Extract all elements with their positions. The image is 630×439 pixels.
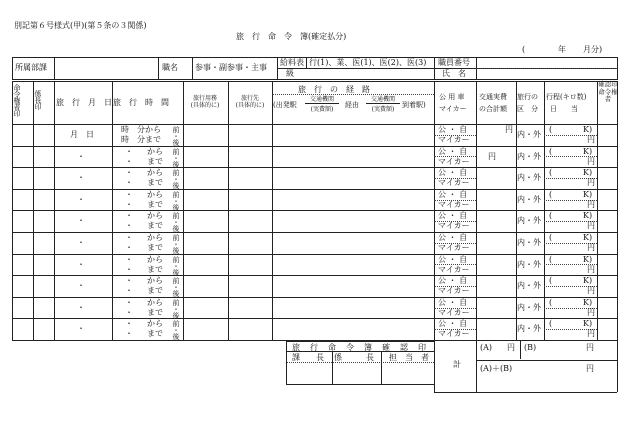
row-time-dot: ・: [125, 319, 133, 328]
grid-line: [183, 81, 184, 340]
row-from: から: [147, 190, 163, 199]
row-vehicle-1: 公 ・ 自: [438, 147, 468, 156]
grid-line: [12, 210, 618, 211]
row-to: まで: [147, 200, 163, 209]
row-in-out: 内・外: [517, 303, 541, 312]
row-km: K): [583, 211, 593, 220]
col-route-via: 経由: [345, 101, 359, 109]
grid-line: [12, 189, 618, 190]
grid-line: [544, 81, 545, 340]
row-paren: (: [549, 233, 553, 242]
row-in-out: 内・外: [517, 238, 541, 247]
row-from: から: [147, 168, 163, 177]
grid-line: [286, 341, 287, 384]
grid-line: [516, 81, 517, 340]
department-label: 所属部課: [15, 63, 47, 72]
col-purpose-label: 旅行用務: [192, 95, 217, 102]
row-vehicle-1: 公 ・ 自: [438, 125, 468, 134]
confirm-staff: 係 長: [334, 353, 374, 362]
grid-line: [12, 275, 618, 276]
row-am-pm: 前・後: [172, 148, 180, 168]
row-vehicle-2: マイカー: [438, 200, 470, 209]
grid-line: [12, 81, 618, 82]
row-vehicle-2: マイカー: [438, 329, 470, 338]
row-paren: (: [549, 255, 553, 264]
row-am-pm: 前・後: [172, 234, 180, 254]
col-itinerary-2: 日 当: [550, 105, 578, 113]
col-route-from: (出発駅: [273, 101, 297, 109]
col-orderer-seal: 命令権者印: [13, 84, 21, 117]
row-time-dot: ・: [125, 233, 133, 242]
col-confirm-seal: [597, 81, 619, 104]
col-vehicle: [439, 93, 467, 113]
grid-line: [228, 81, 229, 340]
col-destination: [228, 95, 272, 109]
row-time-dot: ・: [125, 157, 133, 166]
row-in-out: 内・外: [517, 173, 541, 182]
row-vehicle-1: 公 ・ 自: [438, 276, 468, 285]
row-paren: (: [549, 190, 553, 199]
grid-line: [12, 254, 618, 255]
confirm-person: 担 当 者: [389, 353, 429, 362]
total-label: 計: [453, 360, 461, 369]
grid-line: [332, 351, 333, 384]
row-to: まで: [147, 178, 163, 187]
row-in-out: 内・外: [517, 324, 541, 333]
a-yen: 円: [507, 343, 515, 352]
row-to: まで: [147, 221, 163, 230]
row-from: から: [147, 298, 163, 307]
row-vehicle-2: マイカー: [438, 135, 470, 144]
route-actual-label: (実費額): [310, 106, 334, 113]
row-date-dot: ・: [77, 173, 85, 182]
row-am-pm: 前・後: [172, 126, 180, 146]
confirm-chief: 課 長: [292, 353, 324, 362]
ab-yen: 円: [586, 364, 594, 373]
grid-line: [12, 167, 618, 168]
row-am-pm: 前・後: [172, 299, 180, 319]
row-date-dot: ・: [77, 281, 85, 290]
row-km: K): [583, 147, 593, 156]
row-to: まで: [147, 308, 163, 317]
row-date-dot: ・: [77, 216, 85, 225]
row-time-dot: ・: [125, 298, 133, 307]
row-am-pm: 前・後: [172, 191, 180, 211]
route-transport-label: 交通機関: [305, 96, 339, 104]
row-vehicle-1: 公 ・ 自: [438, 211, 468, 220]
row-km: K): [583, 276, 593, 285]
row-am-pm: 前・後: [172, 320, 180, 340]
col-route-transport-2: [364, 96, 402, 113]
col-itinerary: [546, 93, 586, 113]
period-year: 年: [558, 45, 566, 54]
row-paren: (: [549, 276, 553, 285]
row-paren: (: [549, 125, 553, 134]
row-daily-yen: 円: [587, 329, 595, 338]
row-to: まで: [147, 329, 163, 338]
row-vehicle-2: マイカー: [438, 157, 470, 166]
col-staff-seal: 係長印: [34, 90, 42, 110]
grid-line: [617, 340, 618, 392]
row-vehicle-2: マイカー: [438, 178, 470, 187]
row-time-dot: ・: [125, 178, 133, 187]
col-vehicle-2: マイカー: [439, 105, 467, 113]
form-title: [236, 32, 346, 42]
col-travel-date: 旅 行 月 日: [56, 98, 112, 107]
row-time-dot: ・: [125, 329, 133, 338]
col-vehicle-1: 公 用 車: [439, 93, 465, 101]
row-time-dot: ・: [125, 168, 133, 177]
row-time-dot: ・: [125, 190, 133, 199]
grid-line: [476, 81, 477, 340]
row-am-pm: 前・後: [172, 169, 180, 189]
row-km: K): [583, 125, 593, 134]
row-date-dot: ・: [77, 260, 85, 269]
row-time-dot: ・: [125, 147, 133, 156]
row-paren: (: [549, 298, 553, 307]
row-in-out: 内・外: [517, 195, 541, 204]
grid-line: [12, 318, 618, 319]
grid-line: [112, 81, 113, 340]
row-vehicle-2: マイカー: [438, 308, 470, 317]
row-vehicle-2: マイカー: [438, 265, 470, 274]
row-vehicle-1: 公 ・ 自: [438, 190, 468, 199]
row-in-out: 内・外: [517, 130, 541, 139]
row-daily-yen: 円: [587, 200, 595, 209]
row-to: まで: [147, 157, 163, 166]
row-vehicle-1: 公 ・ 自: [438, 255, 468, 264]
col-section-2: 区 分: [517, 105, 538, 113]
row-in-out: 内・外: [517, 260, 541, 269]
grid-line: [476, 360, 617, 361]
b-yen: 円: [586, 343, 594, 352]
row-km: K): [583, 168, 593, 177]
row-time-dot: ・: [125, 255, 133, 264]
row-am-pm: 前・後: [172, 277, 180, 297]
row-km: K): [583, 190, 593, 199]
row-to: まで: [147, 286, 163, 295]
row-vehicle-1: 公 ・ 自: [438, 233, 468, 242]
row-am-pm: 前・後: [172, 212, 180, 232]
row-am-pm: 前・後: [172, 256, 180, 276]
row-to: まで: [147, 265, 163, 274]
col-route-title: 旅 行 の 経 路: [298, 85, 370, 94]
form-number: 別記第６号様式(甲)(第５条の３関係): [14, 21, 147, 30]
row-vehicle-1: 公 ・ 自: [438, 168, 468, 177]
row-time-from: 時 分から: [121, 125, 161, 134]
row-km: K): [583, 255, 593, 264]
row-vehicle-2: マイカー: [438, 221, 470, 230]
row-daily-yen: 円: [587, 308, 595, 317]
b-label: (B): [524, 343, 537, 352]
grid-line: [434, 392, 617, 393]
grid-line: [520, 340, 521, 359]
row-km: K): [583, 298, 593, 307]
row-from: から: [147, 319, 163, 328]
row-paren: (: [549, 168, 553, 177]
row-time-dot: ・: [125, 308, 133, 317]
row-yen: 円: [488, 152, 496, 161]
row-to: まで: [147, 243, 163, 252]
row-yen: 円: [505, 125, 513, 134]
form-title-suffix: (確定払分): [308, 32, 347, 41]
col-travel-time: 旅 行 時 間: [113, 98, 169, 107]
row-from: から: [147, 276, 163, 285]
grid-line: [597, 81, 598, 340]
row-paren: (: [549, 147, 553, 156]
row-date-dot: ・: [77, 195, 85, 204]
row-from: から: [147, 211, 163, 220]
row-daily-yen: 円: [587, 135, 595, 144]
row-time-dot: ・: [125, 200, 133, 209]
grid-line: [434, 340, 435, 392]
row-vehicle-1: 公 ・ 自: [438, 319, 468, 328]
col-route-transport-1: [303, 96, 341, 113]
grade-label: 級: [286, 69, 294, 78]
row-daily-yen: 円: [587, 243, 595, 252]
period-open: (: [522, 45, 526, 54]
grid-line: [12, 232, 618, 233]
route-transport-label-2: 交通機関: [366, 96, 400, 104]
row-daily-yen: 円: [587, 157, 595, 166]
row-from: から: [147, 147, 163, 156]
col-actual-cost-1: 交通実費: [479, 93, 507, 101]
a-label: (A): [480, 343, 493, 352]
col-destination-note: (具体的に): [235, 102, 265, 109]
name-label: 氏 名: [442, 69, 466, 78]
row-date-dot: ・: [77, 238, 85, 247]
row-paren: (: [549, 211, 553, 220]
col-itinerary-1: 行程(キロ数): [546, 93, 587, 101]
salary-table-label: 給料表: [280, 58, 304, 67]
grid-line: [12, 297, 618, 298]
row-month-day: 月 日: [70, 130, 94, 139]
salary-table-value: 行(1)、業、医(1)、医(2)、医(3): [309, 58, 427, 67]
period-month: 月分): [583, 45, 603, 54]
row-vehicle-2: マイカー: [438, 243, 470, 252]
route-actual-label-2: (実費額): [371, 106, 395, 113]
row-in-out: 内・外: [517, 152, 541, 161]
col-route-to: 到着駅): [402, 101, 426, 109]
row-km: K): [583, 319, 593, 328]
employee-no-label: 職員番号: [438, 58, 470, 67]
row-daily-yen: 円: [587, 265, 595, 274]
row-time-dot: ・: [125, 211, 133, 220]
col-destination-label: 旅行先: [240, 95, 259, 102]
col-actual-cost-2: の合計額: [479, 105, 507, 113]
col-purpose-note: (具体的に): [190, 102, 220, 109]
grid-line: [272, 81, 273, 340]
grid-line: [617, 81, 618, 340]
row-time-to: 時 分まで: [121, 135, 161, 144]
row-date-dot: ・: [77, 303, 85, 312]
col-purpose: [183, 95, 227, 109]
grid-line: [12, 146, 618, 147]
row-daily-yen: 円: [587, 178, 595, 187]
grid-line: [286, 384, 434, 385]
row-from: から: [147, 233, 163, 242]
row-from: から: [147, 255, 163, 264]
grid-line: [286, 341, 434, 342]
row-time-dot: ・: [125, 265, 133, 274]
col-section: [517, 93, 538, 113]
col-section-1: 旅行の: [517, 93, 538, 101]
row-time-dot: ・: [125, 221, 133, 230]
row-daily-yen: 円: [587, 286, 595, 295]
row-km: K): [583, 233, 593, 242]
row-time-dot: ・: [125, 286, 133, 295]
row-date-dot: ・: [77, 324, 85, 333]
confirm-seal-line1: 確認印命令権者: [598, 80, 618, 103]
col-actual-cost: [479, 93, 507, 113]
row-paren: (: [549, 319, 553, 328]
grid-line: [434, 81, 435, 340]
row-time-dot: ・: [125, 276, 133, 285]
ab-label: (A)＋(B): [480, 364, 513, 373]
form-title-main: 旅 行 命 令 簿: [236, 32, 308, 41]
grid-line: [476, 340, 477, 392]
row-vehicle-2: マイカー: [438, 286, 470, 295]
row-in-out: 内・外: [517, 216, 541, 225]
position-label: 職名: [162, 63, 178, 72]
row-in-out: 内・外: [517, 281, 541, 290]
row-time-dot: ・: [125, 243, 133, 252]
row-daily-yen: 円: [587, 221, 595, 230]
row-vehicle-1: 公 ・ 自: [438, 298, 468, 307]
grid-line: [12, 124, 618, 125]
grid-line: [381, 351, 382, 384]
position-value: 参事・副参事・主事: [195, 63, 267, 72]
grid-line: [54, 81, 55, 340]
confirm-title: 旅 行 命 令 簿 確 認 印: [292, 343, 427, 352]
row-date-dot: ・: [77, 152, 85, 161]
